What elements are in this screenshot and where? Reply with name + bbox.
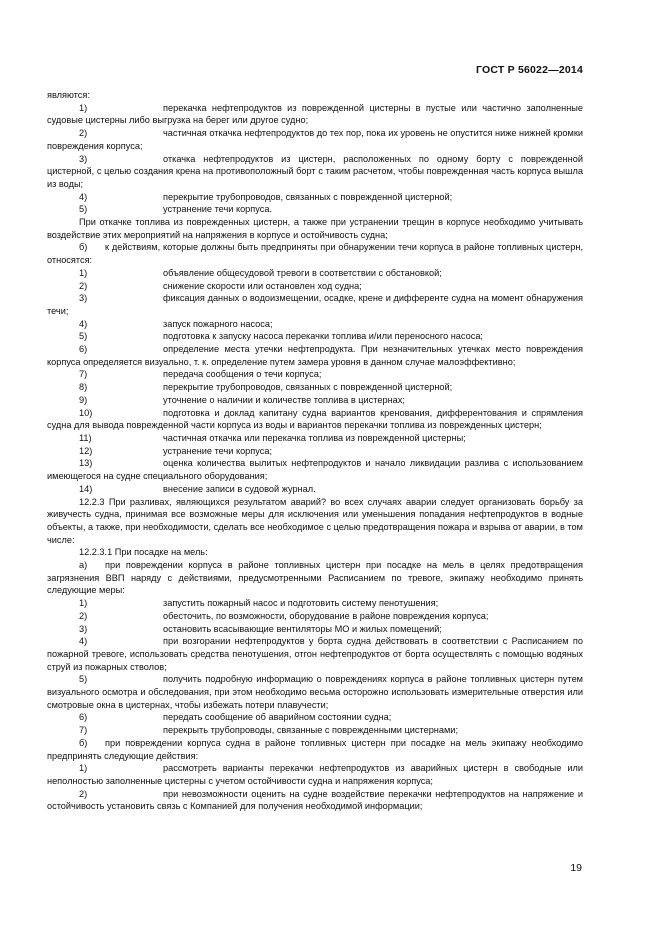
list-item: 2) снижение скорости или остановлен ход судна; (79, 280, 362, 291)
list-item: б) при повреждении корпуса судна в районе топливных цистерн при посадке на мель экипажу необходимо предпринять следующие действия: (47, 737, 583, 761)
list-item: 6) передать сообщение об аварийном состоянии судна; (79, 712, 392, 723)
list-item: 7) передача сообщения о течи корпуса; (79, 369, 322, 380)
list-item: 5) устранение течи корпуса. (79, 204, 273, 215)
list-item: а) при повреждении корпуса в районе топливных цистерн при посадке на мель в целях предотвращения загрязнения ВВП наряду с действиями, предусмотренными Расписанием по тревоге, экипажу необходимо принять следующие меры: (47, 560, 583, 596)
paragraph: 12.2.3 При разливах, являющихся результатом аварий? во всех случаях аварии следует организовать борьбу за живучесть судна, принимая все возможные меры для исключения или уменьшения попадания нефтепродуктов в водные объекты, а также, при необходимости, сделать все необходимое с целью предотвращения пожара и взрыва от аварии, в том числе: (47, 496, 583, 545)
list-item: 2) при невозможности оценить на судне воздействие перекачки нефтепродуктов на напряжение и остойчивость установить связь с Компанией для получения необходимой информации; (47, 788, 583, 812)
list-item: 13) оценка количества вылитых нефтепродуктов и начало ликвидации разлива с использованием имеющегося на судне специального оборудования; (47, 458, 583, 482)
list-item: 8) перекрытие трубопроводов, связанных с поврежденной цистерной; (79, 382, 453, 393)
paragraph: являются: (47, 90, 90, 100)
paragraph: При откачке топлива из поврежденных цистерн, а также при устранении трещин в корпусе необходимо учитывать воздействие этих мероприятий на напряжения в корпусе и остойчивость судна; (47, 217, 583, 240)
list-item: 3) откачка нефтепродуктов из цистерн, расположенных по одному борту с поврежденной цистерной, с целью создания крена на противоположный борт с таким расчетом, чтобы поврежденная часть корпуса вышла из воды; (47, 153, 583, 189)
list-item: 1) запустить пожарный насос и подготовить систему пенотушения; (79, 598, 439, 609)
list-item: 14) внесение записи в судовой журнал. (79, 483, 316, 494)
document-header: ГОСТ Р 56022—2014 (475, 64, 583, 76)
list-item: 9) уточнение о наличии и количестве топлива в цистернах; (79, 394, 405, 405)
document-body (47, 89, 583, 813)
list-item: 5) подготовка к запуску насоса перекачки топлива и/или переносного насоса; (79, 331, 483, 342)
list-item: 2) обесточить, по возможности, оборудование в районе повреждения корпуса; (79, 610, 489, 621)
list-item: 4) перекрытие трубопроводов, связанных с поврежденной цистерной; (79, 191, 453, 202)
list-item: 5) получить подробную информацию о повреждениях корпуса в районе топливных цистерн путем визуального осмотра и обследования, при этом необходимо весьма осторожно использовать измерительные отверстия или смотровые окна в цистернах, чтобы избежать потери плавучести; (47, 674, 583, 710)
list-item: 10) подготовка и доклад капитану судна вариантов кренования, дифферентования и спрямления судна для вывода поврежденной части корпуса из воды и вариантов перекачки топлива из поврежденных цистерн; (47, 407, 583, 431)
list-item: 2) частичная откачка нефтепродуктов до тех пор, пока их уровень не опустится ниже нижней кромки повреждения корпуса; (47, 128, 583, 151)
list-item: 4) при возгорании нефтепродуктов у борта судна действовать в соответствии с Расписанием по пожарной тревоге, использовать средства пенотушения, отгон нефтепродуктов от борта осуществлять с помощью водяных струй из пожарных стволов; (47, 636, 583, 672)
list-item: 3) фиксация данных о водоизмещении, осадке, крене и дифференте судна на момент обнаружения течи; (47, 293, 583, 316)
page-number: 19 (570, 862, 582, 874)
list-item: 11) частичная откачка или перекачка топлива из поврежденной цистерны; (79, 432, 466, 443)
list-item: 7) перекрыть трубопроводы, связанные с поврежденными цистернами; (79, 725, 458, 736)
list-item: 6) определение места утечки нефтепродукта. При незначительных утечках место повреждения корпуса определяется визуально, т. к. определение путем замера уровня в данном случае малоэффективно; (47, 344, 583, 367)
list-item: 1) рассмотреть варианты перекачки нефтепродуктов из аварийных цистерн в свободные или неполностью заполненные цистерны с учетом остойчивости судна и напряжения корпуса; (47, 763, 583, 786)
list-item: 3) остановить всасывающие вентиляторы МО и жилых помещений; (79, 623, 442, 634)
list-item: 1) перекачка нефтепродуктов из поврежденной цистерны в пустые или частично заполненные судовые цистерны либо выгрузка на берег или другое судно; (47, 102, 583, 126)
list-item: б) к действиям, которые должны быть предприняты при обнаружении течи корпуса в районе топливных цистерн, относятся: (47, 242, 583, 266)
section-heading: 12.2.3.1 При посадке на мель: (79, 547, 208, 558)
list-item: 12) устранение течи корпуса; (79, 445, 273, 456)
list-item: 4) запуск пожарного насоса; (79, 318, 273, 329)
list-item: 1) объявление общесудовой тревоги в соответствии с обстановкой; (79, 267, 442, 278)
